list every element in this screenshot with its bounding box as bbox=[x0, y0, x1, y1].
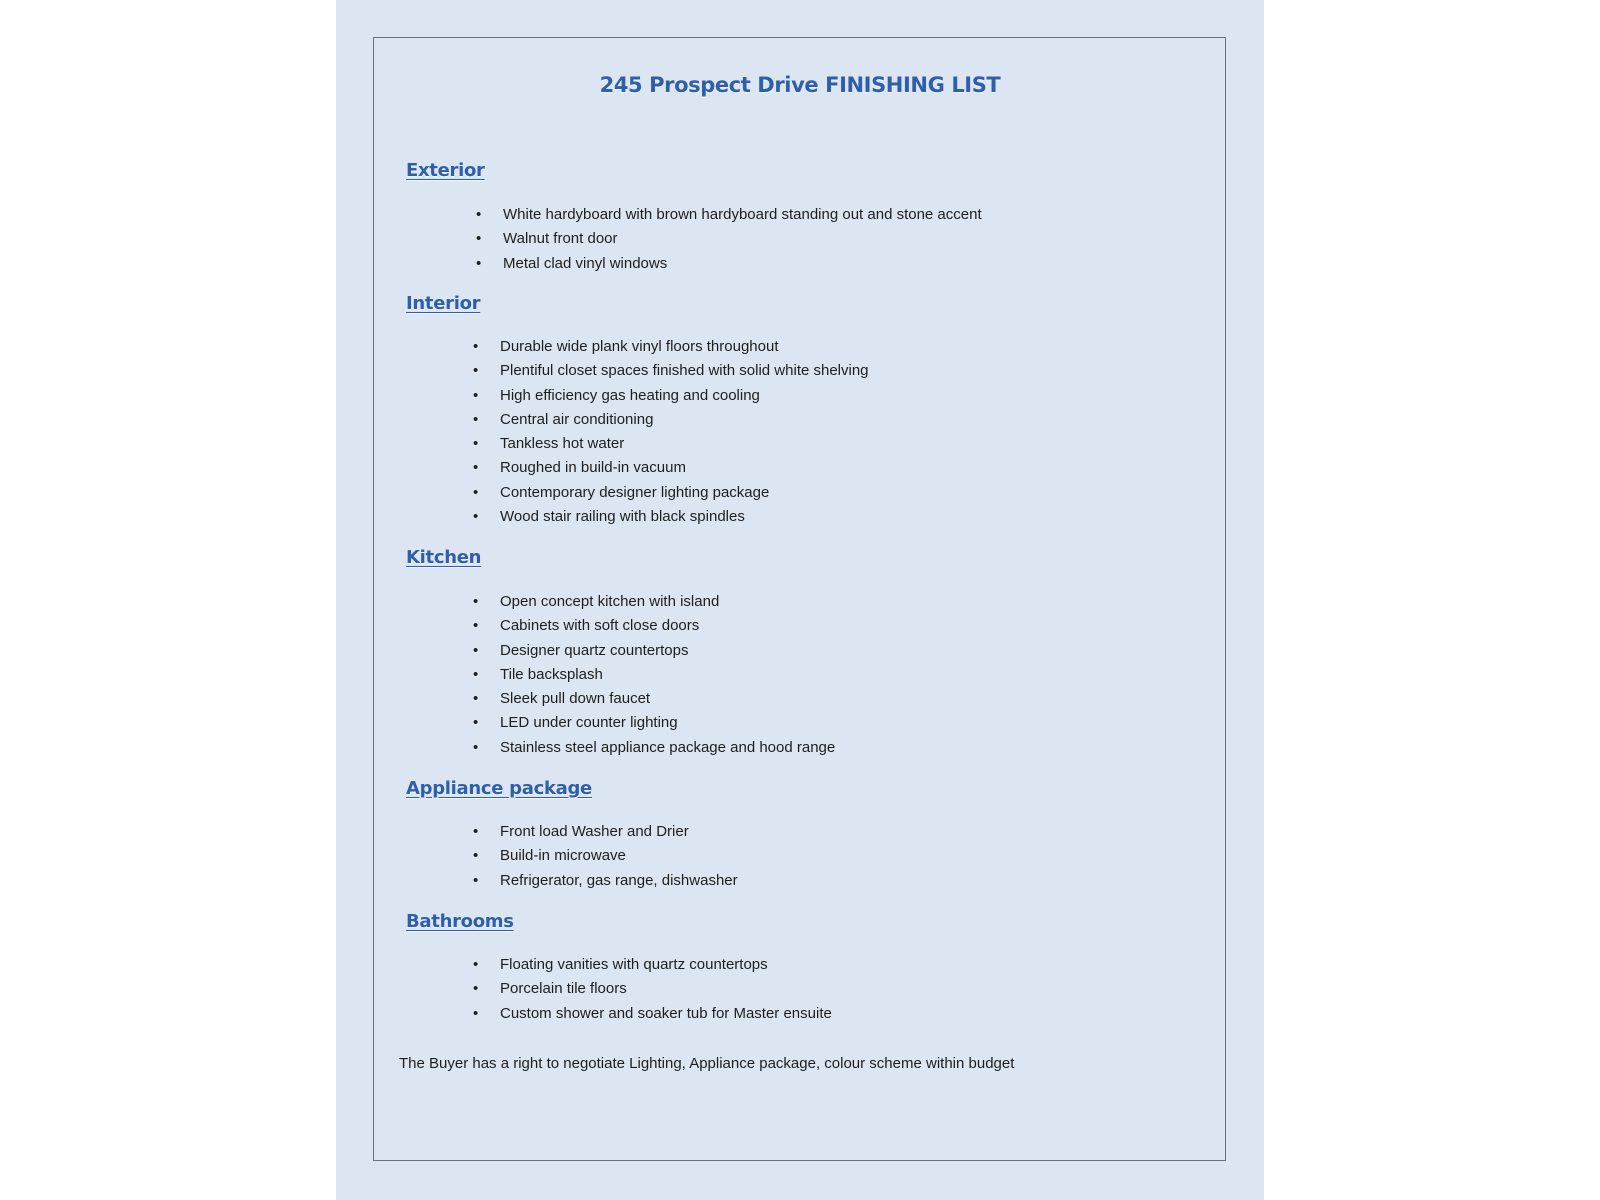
list-item: • High efficiency gas heating and cooling bbox=[500, 384, 869, 408]
list-item: • Porcelain tile floors bbox=[500, 977, 832, 1001]
list-item: • Tankless hot water bbox=[500, 432, 869, 456]
list-item: • Floating vanities with quartz countertops bbox=[500, 953, 832, 977]
list-item: • Plentiful closet spaces finished with solid white shelving bbox=[500, 359, 869, 383]
bullet-icon: • bbox=[473, 690, 479, 708]
list-item: • Cabinets with soft close doors bbox=[500, 614, 835, 638]
list-item: • Designer quartz countertops bbox=[500, 639, 835, 663]
section-heading-interior: Interior bbox=[406, 293, 481, 314]
list-item: • Refrigerator, gas range, dishwasher bbox=[500, 869, 738, 893]
list-item: • Sleek pull down faucet bbox=[500, 687, 835, 711]
buyer-note: The Buyer has a right to negotiate Lighting, Appliance package, colour scheme within budget bbox=[399, 1055, 1015, 1072]
bullet-icon: • bbox=[473, 338, 479, 355]
list-item: • Durable wide plank vinyl floors throughout bbox=[500, 335, 869, 359]
list-item: • Walnut front door bbox=[503, 227, 982, 251]
list-item: • Stainless steel appliance package and hood range bbox=[500, 736, 835, 760]
list-item: • Custom shower and soaker tub for Master ensuite bbox=[500, 1002, 832, 1026]
bullet-icon: • bbox=[473, 980, 479, 998]
list-item: • Central air conditioning bbox=[500, 408, 869, 432]
bullet-icon: • bbox=[473, 459, 479, 477]
bullet-icon: • bbox=[473, 1004, 479, 1022]
bullet-icon: • bbox=[476, 254, 482, 272]
list-item: • Metal clad vinyl windows bbox=[503, 252, 982, 276]
bullet-icon: • bbox=[473, 847, 479, 865]
appliance-list bbox=[473, 820, 738, 893]
bullet-icon: • bbox=[473, 956, 479, 973]
bathrooms-list bbox=[473, 953, 832, 1026]
bullet-icon: • bbox=[476, 206, 482, 223]
bullet-icon: • bbox=[473, 483, 479, 501]
list-item: • Roughed in build-in vacuum bbox=[500, 456, 869, 480]
bullet-icon: • bbox=[473, 823, 479, 840]
bullet-icon: • bbox=[473, 386, 479, 404]
bullet-icon: • bbox=[473, 435, 479, 453]
list-item: • Tile backsplash bbox=[500, 663, 835, 687]
bullet-icon: • bbox=[473, 593, 479, 610]
exterior-list bbox=[476, 203, 982, 276]
list-item: • Build-in microwave bbox=[500, 844, 738, 868]
bullet-icon: • bbox=[473, 871, 479, 889]
section-heading-bathrooms: Bathrooms bbox=[406, 911, 514, 932]
bullet-icon: • bbox=[473, 410, 479, 428]
bullet-icon: • bbox=[473, 738, 479, 756]
interior-list bbox=[473, 335, 869, 529]
section-heading-kitchen: Kitchen bbox=[406, 547, 482, 568]
list-item: • Open concept kitchen with island bbox=[500, 590, 835, 614]
document-page bbox=[336, 0, 1264, 1200]
bullet-icon: • bbox=[473, 508, 479, 526]
list-item: • Wood stair railing with black spindles bbox=[500, 505, 869, 529]
bullet-icon: • bbox=[473, 617, 479, 635]
bullet-icon: • bbox=[473, 362, 479, 380]
list-item: • LED under counter lighting bbox=[500, 711, 835, 735]
list-item: • Front load Washer and Drier bbox=[500, 820, 738, 844]
list-item: • Contemporary designer lighting package bbox=[500, 481, 869, 505]
list-item: • White hardyboard with brown hardyboard standing out and stone accent bbox=[503, 203, 982, 227]
bullet-icon: • bbox=[473, 641, 479, 659]
bullet-icon: • bbox=[473, 714, 479, 732]
section-heading-appliance-package: Appliance package bbox=[406, 778, 592, 799]
document-title: 245 Prospect Drive FINISHING LIST bbox=[599, 73, 1001, 97]
bullet-icon: • bbox=[476, 230, 482, 248]
section-heading-exterior: Exterior bbox=[406, 160, 485, 181]
bullet-icon: • bbox=[473, 665, 479, 683]
kitchen-list bbox=[473, 590, 836, 760]
